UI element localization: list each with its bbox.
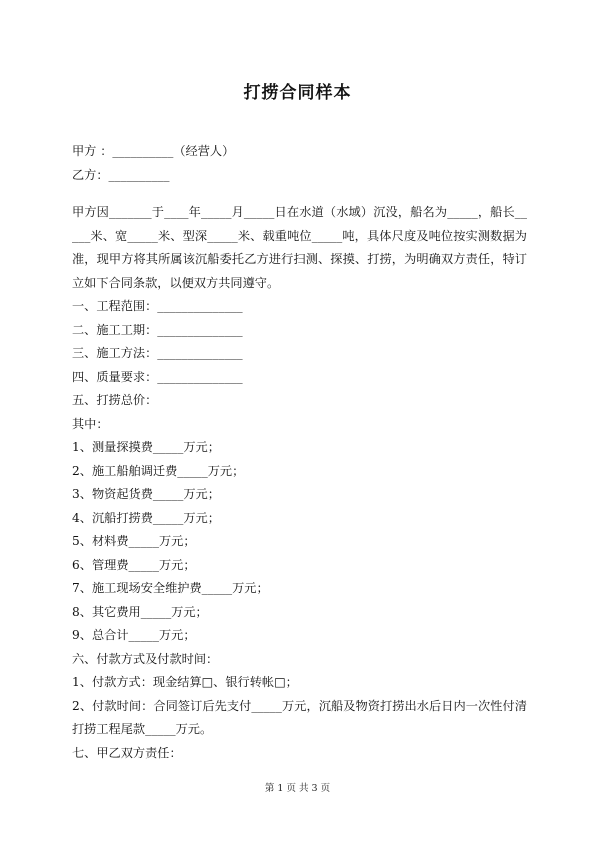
clause-line: 四、质量要求：______________ [72,369,243,384]
fee-line: 9、总合计_____万元； [72,628,196,642]
party-b-line: 乙方：__________ [72,167,170,182]
party-a-line: 甲方 ：__________（经营人） [72,144,235,158]
clause-line: 二、施工工期：______________ [72,322,243,337]
payment-method-line: 1、付款方式：现金结算□、银行转帐□； [72,675,298,689]
payment-time-paragraph: 2、付款时间：合同签订后先支付_____万元，沉船及物资打捞出水后日内一次性付清打捞工程尾款_____万元。 [72,698,527,736]
fee-line: 6、管理费_____万元； [72,557,196,572]
clause-line: 七、甲乙双方责任： [72,745,182,760]
fee-line: 1、测量探摸费_____万元； [72,440,220,454]
fee-line: 5、材料费_____万元； [72,534,196,548]
document-body [72,140,527,765]
clause-line: 一、工程范围：______________ [72,299,243,313]
intro-paragraph: 甲方因_______于____年_____月_____日在水道（水域）沉没，船名为_____，船长_____米、宽_____米、型深_____米、载重吨位_____吨，具体尺度及吨位按实测数据为准，现甲方将其所属该沉船委托乙方进行扫测、探摸、打捞，为明确双方责任，特订立如下合同条款，以便双方共同遵守。 [72,205,527,290]
clause-line: 六、付款方式及付款时间： [72,651,219,666]
fee-line: 3、物资起货费_____万元； [72,487,220,501]
document-title: 打捞合同样本 [243,83,352,103]
clause-line: 三、施工方法：______________ [72,346,243,360]
spacer [72,187,527,201]
page-number-footer: 第 1 页 共 3 页 [264,783,331,794]
clause-line: 五、打捞总价： [72,393,158,407]
fee-line: 7、施工现场安全维护费_____万元； [72,581,269,595]
fee-line: 2、施工船舶调迁费_____万元； [72,463,245,478]
fee-line: 4、沉船打捞费_____万元； [72,510,220,525]
fee-line: 8、其它费用_____万元； [72,604,208,619]
clause-line: 其中： [72,416,109,431]
